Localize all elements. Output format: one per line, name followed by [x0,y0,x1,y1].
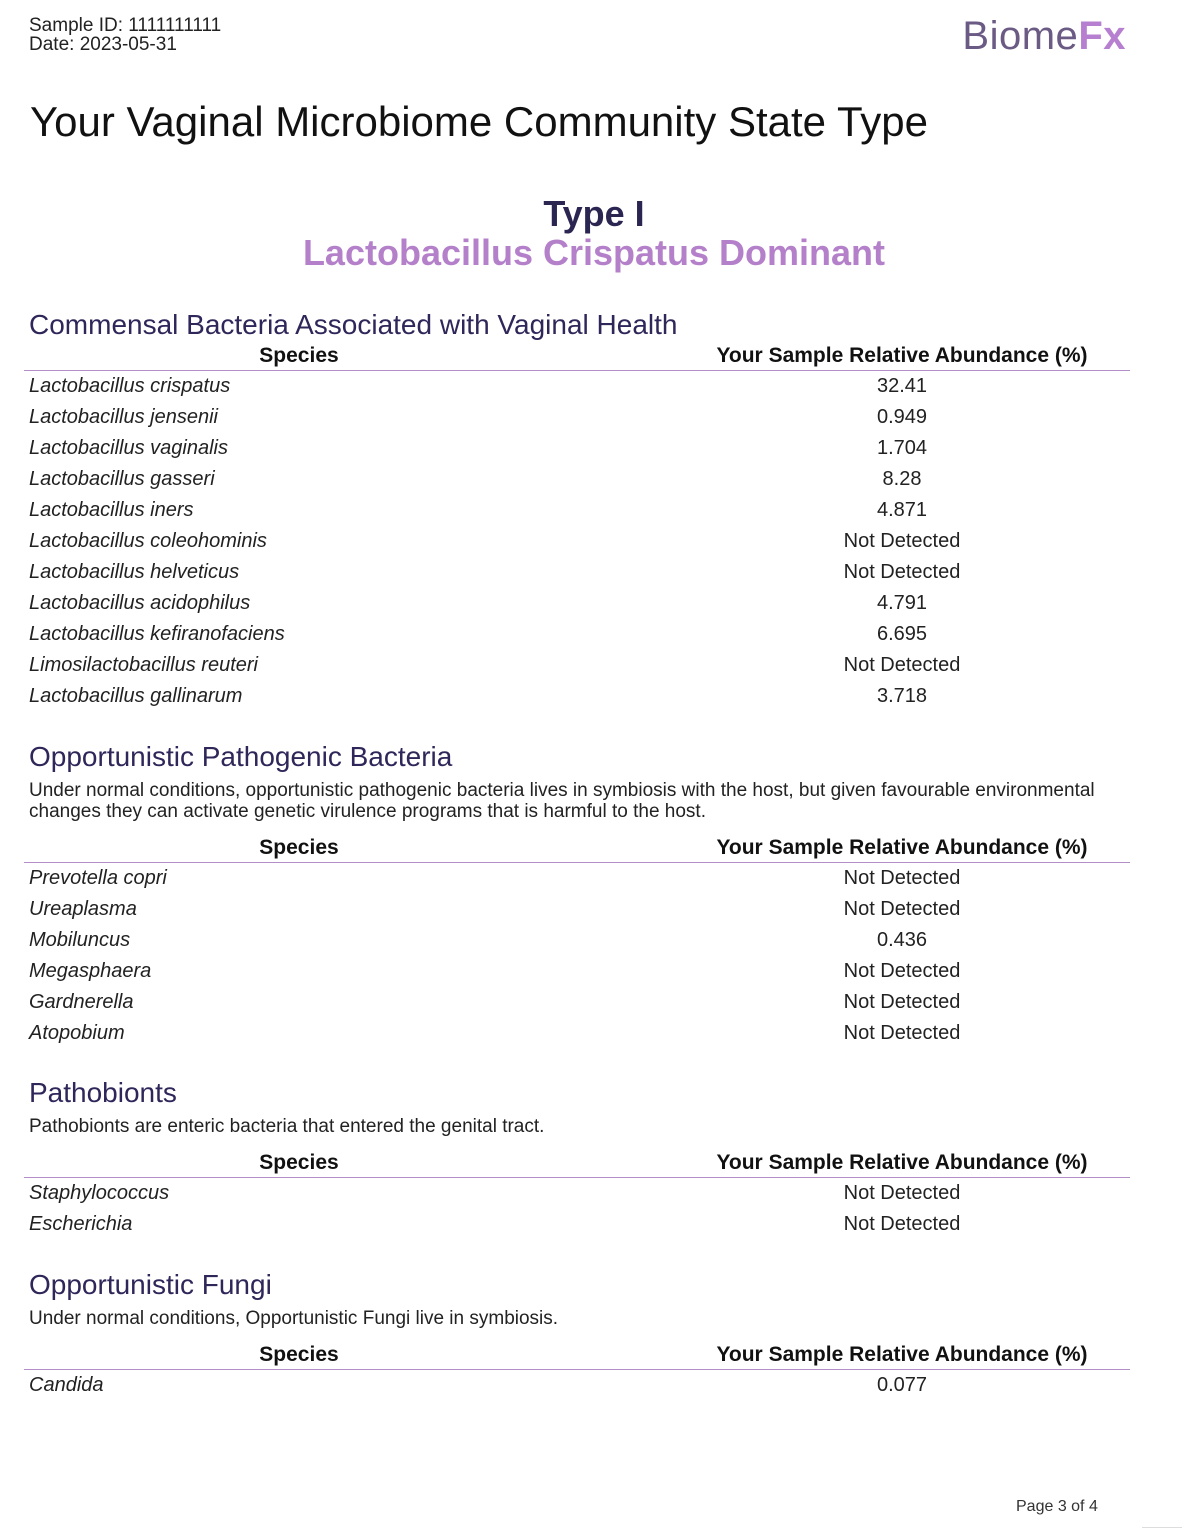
abundance-value: 1.704 [876,437,928,459]
table-header-row [24,342,1130,371]
table-row [24,433,1130,464]
table-header-row [24,1341,1130,1370]
table-row [24,588,1130,619]
abundance-value: 6.695 [876,623,928,645]
table-row [24,495,1130,526]
species-name: Lactobacillus helveticus [29,561,240,583]
species-name: Lactobacillus jensenii [29,406,219,428]
page-number: Page 3 of 4 [1016,1498,1098,1515]
species-name: Prevotella copri [29,867,167,889]
cst-result [0,194,1188,272]
species-name: Lactobacillus crispatus [29,375,231,397]
table-row [24,1370,1130,1402]
table-row [24,925,1130,956]
species-name: Lactobacillus iners [29,499,194,521]
sample-id: Sample ID: 1111111111 [29,15,222,36]
abundance-value: 4.871 [876,499,928,521]
abundance-value: Not Detected [843,1022,961,1044]
opportunistic-bacteria-table [24,834,1130,1049]
abundance-value: Not Detected [843,898,961,920]
species-name: Lactobacillus gallinarum [29,685,243,707]
table-header-row [24,1149,1130,1178]
table-row [24,894,1130,925]
species-name: Ureaplasma [29,898,137,920]
species-header: Species [24,834,574,863]
report-date: Date: 2023-05-31 [29,34,177,55]
biomefx-logo [962,14,1126,59]
abundance-value: 8.28 [882,468,922,490]
section-opportunistic-bacteria [24,740,1130,1049]
species-name: Megasphaera [29,960,152,982]
species-header: Species [24,1341,574,1370]
species-header: Species [24,342,574,371]
species-name: Candida [29,1374,104,1396]
abundance-value: 3.718 [876,685,928,707]
page-title: Your Vaginal Microbiome Community State Type [30,98,928,145]
abundance-value: 0.077 [876,1374,928,1396]
table-row [24,987,1130,1018]
table-row [24,464,1130,495]
species-name: Lactobacillus gasseri [29,468,215,490]
table-row [24,619,1130,650]
abundance-value: 4.791 [876,592,928,614]
section-title: Commensal Bacteria Associated with Vaginal Health [29,309,678,340]
abundance-value: Not Detected [843,1182,961,1204]
logo-text-biome: Biome [962,14,1079,58]
table-row [24,526,1130,557]
table-row [24,1178,1130,1210]
abundance-header: Your Sample Relative Abundance (%) [574,834,1130,863]
logo-text-fx: Fx [1078,14,1126,58]
table-header-row [24,834,1130,863]
page-corner-divider [1142,1527,1182,1528]
abundance-header: Your Sample Relative Abundance (%) [574,342,1130,371]
table-row [24,650,1130,681]
section-description: Pathobionts are enteric bacteria that entered the genital tract. [29,1116,545,1137]
abundance-header: Your Sample Relative Abundance (%) [574,1341,1130,1370]
abundance-value: Not Detected [843,960,961,982]
species-name: Lactobacillus coleohominis [29,530,267,552]
abundance-value: 0.436 [876,929,928,951]
species-name: Atopobium [29,1022,125,1044]
species-name: Lactobacillus vaginalis [29,437,229,459]
cst-type: Type I [543,193,645,234]
fungi-table [24,1341,1130,1401]
section-description: Under normal conditions, Opportunistic Fungi live in symbiosis. [29,1308,559,1329]
abundance-value: 0.949 [876,406,928,428]
report-meta [29,16,221,54]
section-title: Pathobionts [29,1077,177,1108]
species-name: Limosilactobacillus reuteri [29,654,258,676]
table-row [24,1209,1130,1240]
abundance-value: Not Detected [843,991,961,1013]
table-row [24,863,1130,895]
commensal-table [24,342,1130,712]
section-pathobionts [24,1076,1130,1240]
cst-subtitle: Lactobacillus Crispatus Dominant [302,232,886,273]
species-name: Staphylococcus [29,1182,170,1204]
section-commensal [24,308,1130,712]
species-name: Gardnerella [29,991,134,1013]
table-row [24,371,1130,403]
section-fungi [24,1268,1130,1401]
pathobionts-table [24,1149,1130,1240]
species-name: Lactobacillus acidophilus [29,592,251,614]
abundance-value: Not Detected [843,1213,961,1235]
table-row [24,557,1130,588]
species-name: Escherichia [29,1213,133,1235]
table-row [24,956,1130,987]
section-title: Opportunistic Fungi [29,1269,272,1300]
table-row [24,1018,1130,1049]
species-name: Lactobacillus kefiranofaciens [29,623,285,645]
table-row [24,681,1130,712]
species-name: Mobiluncus [29,929,131,951]
section-title: Opportunistic Pathogenic Bacteria [29,741,453,772]
abundance-value: Not Detected [843,561,961,583]
abundance-header: Your Sample Relative Abundance (%) [574,1149,1130,1178]
abundance-value: Not Detected [843,867,961,889]
abundance-value: 32.41 [876,375,928,397]
section-description: Under normal conditions, opportunistic pathogenic bacteria lives in symbiosis with the host, but given favourable environmental changes they can activate genetic virulence programs that is harmful to the host. [29,780,1095,822]
table-row [24,402,1130,433]
abundance-value: Not Detected [843,654,961,676]
species-header: Species [24,1149,574,1178]
abundance-value: Not Detected [843,530,961,552]
